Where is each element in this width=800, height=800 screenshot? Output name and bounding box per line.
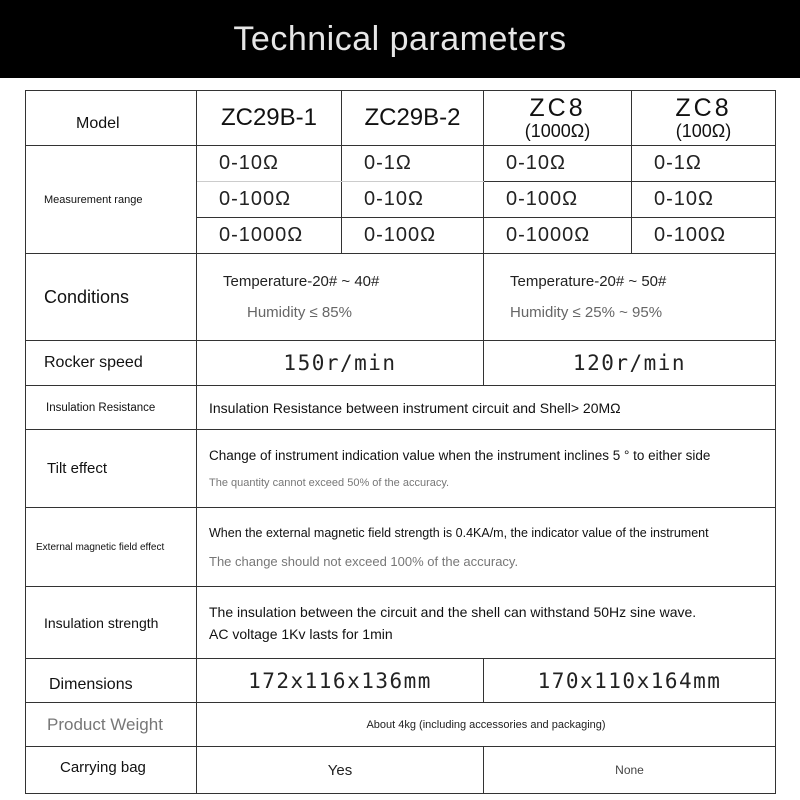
- model-zc8-100-name: ZC8: [675, 94, 732, 123]
- tilt-effect-value: [197, 430, 776, 508]
- carrying-bag-label: Carrying bag: [26, 747, 197, 794]
- model-zc8-1000: [484, 91, 632, 146]
- magnetic-line1: When the external magnetic field strength is 0.4KA/m, the indicator value of the instrument: [209, 525, 709, 540]
- model-zc29b-2: ZC29B-2: [342, 91, 484, 146]
- range-cell: 0-10Ω: [197, 146, 342, 182]
- model-zc8-1000-name: ZC8: [529, 94, 586, 123]
- parameters-table: [25, 90, 776, 794]
- page-title: Technical parameters: [233, 19, 567, 58]
- weight-value: About 4kg (including accessories and packaging): [197, 703, 776, 747]
- measurement-range-label: Measurement range: [26, 146, 197, 254]
- insulation-strength-line2: AC voltage 1Kv lasts for 1min: [209, 625, 393, 642]
- range-cell: 0-10Ω: [632, 182, 776, 218]
- model-row: [26, 91, 776, 146]
- weight-row: [26, 703, 776, 747]
- tilt-effect-line1: Change of instrument indication value when the instrument inclines 5 ° to either side: [209, 448, 711, 463]
- weight-label: Product Weight: [26, 703, 197, 747]
- range-row-1: [26, 146, 776, 182]
- conditions-left-temp: Temperature-20# ~ 40#: [223, 273, 380, 290]
- model-zc29b-1: ZC29B-1: [197, 91, 342, 146]
- rocker-speed-row: [26, 341, 776, 386]
- conditions-right: [484, 254, 776, 341]
- range-cell: 0-100Ω: [197, 182, 342, 218]
- range-cell: 0-100Ω: [632, 218, 776, 254]
- tilt-effect-label: Tilt effect: [26, 430, 197, 508]
- tilt-effect-row: [26, 430, 776, 508]
- insulation-strength-line1: The insulation between the circuit and the shell can withstand 50Hz sine wave.: [209, 603, 697, 620]
- conditions-left-humidity: Humidity ≤ 85%: [247, 304, 352, 321]
- model-zc8-100-sub: (100Ω): [675, 120, 732, 141]
- dimensions-left: 172x116x136mm: [197, 659, 484, 703]
- conditions-row: [26, 254, 776, 341]
- insulation-strength-row: [26, 587, 776, 659]
- conditions-label: Conditions: [26, 254, 197, 341]
- rocker-speed-right: 120r/min: [484, 341, 776, 386]
- range-cell: 0-10Ω: [342, 182, 484, 218]
- range-cell: 0-1000Ω: [197, 218, 342, 254]
- dimensions-right: 170x110x164mm: [484, 659, 776, 703]
- range-cell: 0-100Ω: [342, 218, 484, 254]
- insulation-resistance-row: [26, 386, 776, 430]
- title-banner: [0, 0, 800, 78]
- rocker-speed-left: 150r/min: [197, 341, 484, 386]
- tilt-effect-line2: The quantity cannot exceed 50% of the accuracy.: [209, 477, 450, 489]
- range-cell: 0-1Ω: [632, 146, 776, 182]
- magnetic-label: External magnetic field effect: [26, 508, 197, 587]
- insulation-strength-value: [197, 587, 776, 659]
- conditions-right-humidity: Humidity ≤ 25% ~ 95%: [510, 304, 663, 321]
- carrying-bag-row: [26, 747, 776, 794]
- model-zc8-1000-sub: (1000Ω): [524, 120, 591, 141]
- model-label: Model: [26, 91, 197, 146]
- range-cell: 0-10Ω: [484, 146, 632, 182]
- range-cell: 0-1000Ω: [484, 218, 632, 254]
- insulation-resistance-label: Insulation Resistance: [26, 386, 197, 430]
- range-cell: 0-100Ω: [484, 182, 632, 218]
- magnetic-line2: The change should not exceed 100% of the accuracy.: [209, 553, 519, 569]
- dimensions-label: Dimensions: [26, 659, 197, 703]
- range-cell: 0-1Ω: [342, 146, 484, 182]
- dimensions-row: [26, 659, 776, 703]
- magnetic-value: [197, 508, 776, 587]
- insulation-resistance-value: Insulation Resistance between instrument circuit and Shell> 20MΩ: [197, 386, 776, 430]
- model-zc8-100: [632, 91, 776, 146]
- conditions-right-temp: Temperature-20# ~ 50#: [510, 273, 667, 290]
- carrying-bag-left: Yes: [197, 747, 484, 794]
- conditions-left: [197, 254, 484, 341]
- rocker-speed-label: Rocker speed: [26, 341, 197, 386]
- insulation-strength-label: Insulation strength: [26, 587, 197, 659]
- magnetic-row: [26, 508, 776, 587]
- carrying-bag-right: None: [484, 747, 776, 794]
